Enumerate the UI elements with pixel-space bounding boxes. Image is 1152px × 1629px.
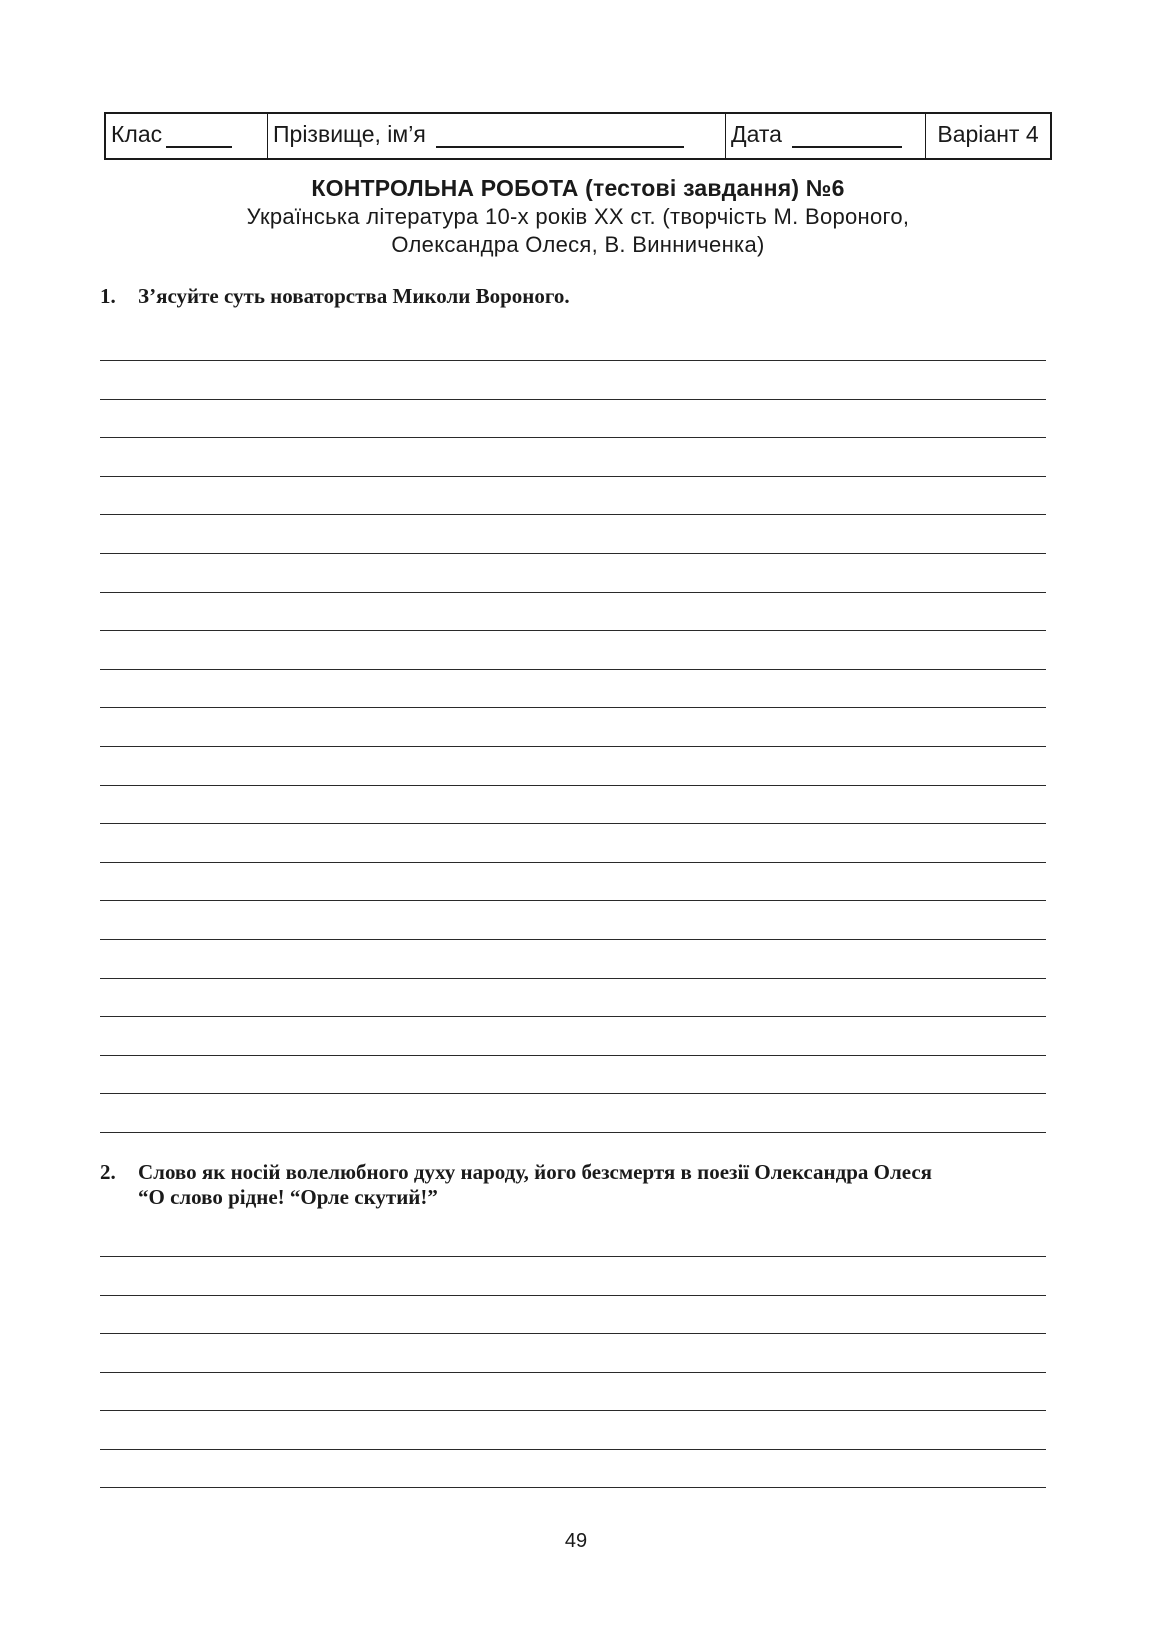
answer-line[interactable] <box>100 1372 1046 1373</box>
heading-block <box>104 174 1052 259</box>
subtitle-line-2: Олександра Олеся, В. Винниченка) <box>391 232 765 257</box>
class-label: Клас <box>111 121 163 147</box>
answer-line[interactable] <box>100 939 1046 940</box>
answer-line[interactable] <box>100 1093 1046 1094</box>
answer-line[interactable] <box>100 553 1046 554</box>
answer-line[interactable] <box>100 978 1046 979</box>
answer-line[interactable] <box>100 399 1046 400</box>
date-blank[interactable] <box>792 126 902 148</box>
answer-line[interactable] <box>100 1295 1046 1296</box>
answer-line[interactable] <box>100 437 1046 438</box>
answer-line[interactable] <box>100 669 1046 670</box>
answer-line[interactable] <box>100 1132 1046 1133</box>
variant-cell <box>926 114 1050 158</box>
date-cell[interactable] <box>726 114 926 158</box>
answer-line[interactable] <box>100 1410 1046 1411</box>
answer-line[interactable] <box>100 900 1046 901</box>
answer-line[interactable] <box>100 1256 1046 1257</box>
answer-line[interactable] <box>100 862 1046 863</box>
answer-line[interactable] <box>100 1333 1046 1334</box>
name-blank[interactable] <box>436 126 684 148</box>
name-cell[interactable] <box>268 114 726 158</box>
class-blank[interactable] <box>166 126 232 148</box>
answer-line[interactable] <box>100 360 1046 361</box>
answer-line[interactable] <box>100 1016 1046 1017</box>
student-info-table <box>104 112 1052 160</box>
class-cell[interactable] <box>106 114 268 158</box>
answer-line[interactable] <box>100 1487 1046 1488</box>
answer-line[interactable] <box>100 1055 1046 1056</box>
page-number: 49 <box>564 1530 588 1552</box>
answer-line[interactable] <box>100 476 1046 477</box>
answer-line[interactable] <box>100 514 1046 515</box>
variant-label: Варіант 4 <box>937 121 1039 147</box>
answer-line[interactable] <box>100 785 1046 786</box>
question-2-text <box>138 1160 1046 1210</box>
answer-line[interactable] <box>100 630 1046 631</box>
question-1-number: 1. <box>100 284 116 308</box>
question-2-text-line-1: Слово як носій волелюбного духу народу, його безсмертя в поезії Олександра Олеся <box>138 1160 933 1184</box>
question-1-text: З’ясуйте суть новаторства Миколи Вороного. <box>138 284 570 308</box>
question-1 <box>100 284 1046 309</box>
question-2-number: 2. <box>100 1160 116 1184</box>
answer-line[interactable] <box>100 746 1046 747</box>
answer-line[interactable] <box>100 707 1046 708</box>
name-label: Прізвище, ім’я <box>273 121 426 147</box>
answer-line[interactable] <box>100 823 1046 824</box>
answer-line[interactable] <box>100 592 1046 593</box>
question-2-text-line-2: “О слово рідне! “Орле скутий!” <box>138 1185 438 1209</box>
answer-line[interactable] <box>100 1449 1046 1450</box>
date-label: Дата <box>731 121 782 147</box>
question-2 <box>100 1160 1046 1210</box>
subtitle-line-1: Українська література 10-х років XX ст. (творчість М. Вороного, <box>246 204 910 229</box>
page-title: КОНТРОЛЬНА РОБОТА (тестові завдання) №6 <box>311 175 845 201</box>
